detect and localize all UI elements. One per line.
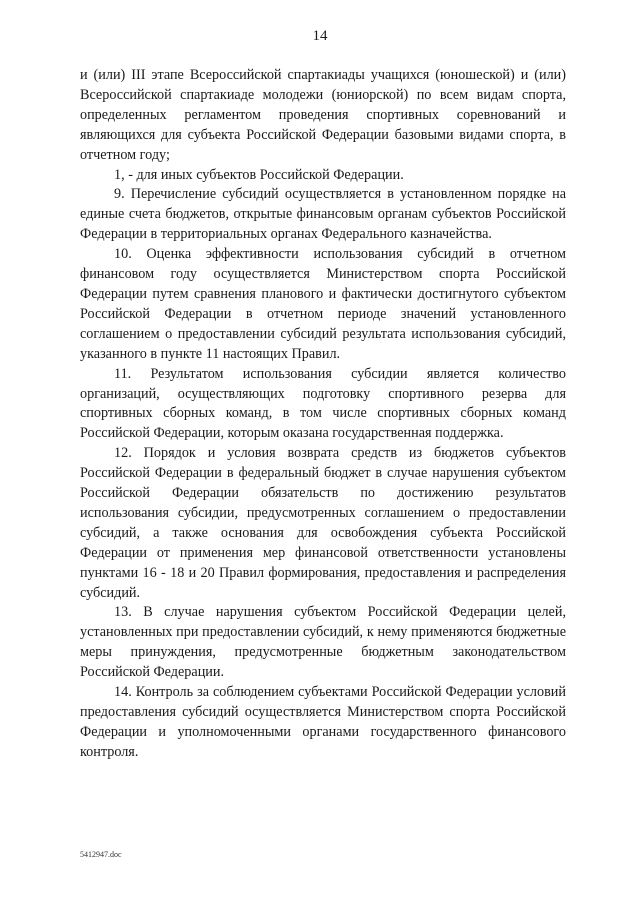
paragraph-continuation: и (или) III этапе Всероссийской спартакиады учащихся (юношеской) и (или) Всероссийской спартакиаде молодежи (юниорской) по всем видам спорта, определенных регламентом проведения спортивных соревнований и являющихся для субъекта Российской Федерации базовыми видами спорта, в отчетном году; — [80, 67, 566, 163]
page-number: 14 — [312, 28, 328, 44]
paragraph-10: 10. Оценка эффективности использования субсидий в отчетном финансовом году осуществляется Министерством спорта Российской Федерации путем сравнения планового и фактически достигнутого субъектом Российской Федерации в отчетном периоде значений установленного соглашением о предоставлении субсидий результата использования субсидий, указанного в пункте 11 настоящих Правил. — [80, 246, 566, 362]
paragraph-13: 13. В случае нарушения субъектом Российской Федерации целей, установленных при предоставлении субсидий, к нему применяются бюджетные меры принуждения, предусмотренные бюджетным законодательством Российской Федерации. — [80, 604, 566, 681]
paragraph-14: 14. Контроль за соблюдением субъектами Российской Федерации условий предоставления субсидий осуществляется Министерством спорта Российской Федерации и уполномоченными органами государственного финансового контроля. — [80, 684, 566, 760]
paragraph-9: 9. Перечисление субсидий осуществляется в установленном порядке на единые счета бюджетов, открытые финансовым органам субъектов Российской Федерации в территориальных органах Федерального казначейства. — [80, 186, 566, 243]
paragraph-12: 12. Порядок и условия возврата средств из бюджетов субъектов Российской Федерации в федеральный бюджет в случае нарушения субъектом Российской Федерации обязательств по достижению результатов использования субсидии, предусмотренных соглашением о предоставлении субсидий, а также основания для освобождения субъекта Российской Федерации от применения мер финансовой ответственности установлены пунктами 16 - 18 и 20 Правил формирования, предоставления и распределения субсидий. — [80, 445, 566, 601]
document-body — [80, 66, 566, 763]
footer-file-name: 5412947.doc — [80, 850, 122, 859]
paragraph-11: 11. Результатом использования субсидии является количество организаций, осуществляющих подготовку спортивного резерва для спортивных сборных команд, в том числе спортивных сборных команд Российской Федерации, которым оказана государственная поддержка. — [80, 365, 566, 442]
paragraph-other-subjects: 1, - для иных субъектов Российской Федерации. — [114, 166, 404, 183]
